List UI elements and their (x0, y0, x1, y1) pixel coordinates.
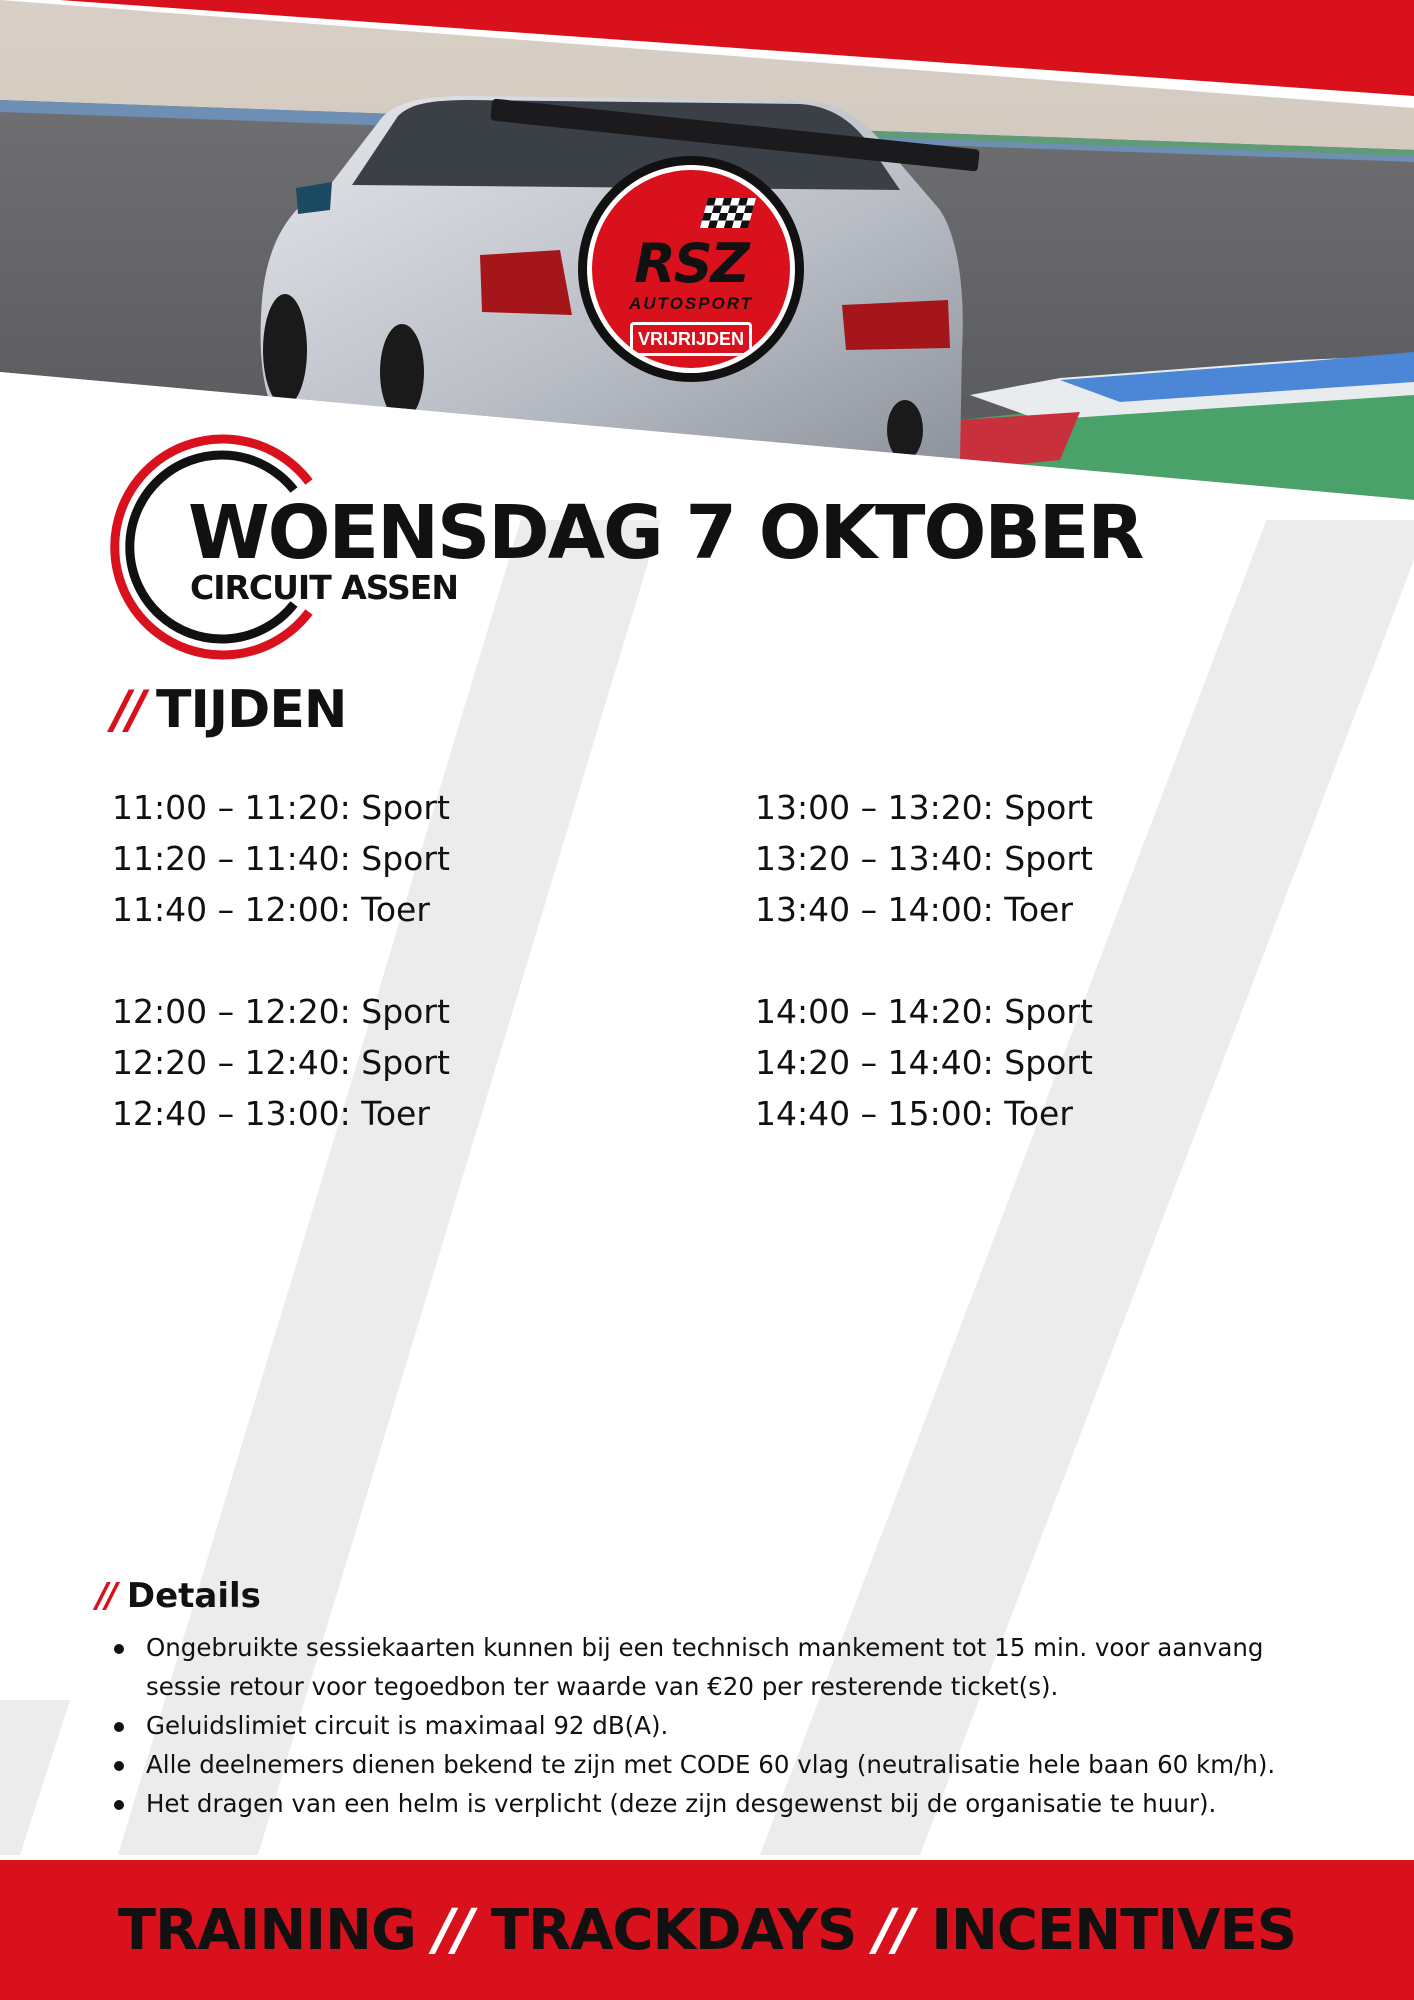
schedule-slot: 11:20 – 11:40: Sport (112, 839, 450, 878)
schedule-slot: 11:00 – 11:20: Sport (112, 788, 450, 827)
schedule-slot: 13:20 – 13:40: Sport (755, 839, 1093, 878)
footer-separator: // (874, 1897, 914, 1963)
details-item: Geluidslimiet circuit is maximaal 92 dB(A). (112, 1706, 1342, 1745)
footer-item-incentives: INCENTIVES (931, 1897, 1297, 1963)
rsz-autosport-logo (578, 156, 804, 382)
schedule-slot: 12:00 – 12:20: Sport (112, 992, 450, 1031)
footer-tagline (118, 1898, 1296, 1963)
schedule-slot: 11:40 – 12:00: Toer (112, 890, 430, 929)
schedule-slot: 12:20 – 12:40: Sport (112, 1043, 450, 1082)
schedule-column-right (755, 782, 1093, 1190)
schedule-group (112, 782, 450, 935)
footer-item-trackdays: TRACKDAYS (490, 1897, 857, 1963)
footer-separator: // (433, 1897, 473, 1963)
details-list (112, 1628, 1342, 1823)
schedule-column-left (112, 782, 450, 1190)
details-item: Het dragen van een helm is verplicht (deze zijn desgewenst bij de organisatie te huur). (112, 1784, 1342, 1823)
schedule-slot: 12:40 – 13:00: Toer (112, 1094, 430, 1133)
schedule-slot: 14:40 – 15:00: Toer (755, 1094, 1073, 1133)
schedule-slot: 13:00 – 13:20: Sport (755, 788, 1093, 827)
event-venue: CIRCUIT ASSEN (190, 568, 458, 607)
heading-slashes: // (112, 680, 142, 740)
heading-slashes: // (96, 1576, 115, 1616)
logo-subtitle: AUTOSPORT (628, 294, 754, 313)
schedule-slot: 14:20 – 14:40: Sport (755, 1043, 1093, 1082)
footer-item-training: TRAINING (117, 1897, 416, 1963)
schedule-slot: 13:40 – 14:00: Toer (755, 890, 1073, 929)
details-heading (96, 1576, 261, 1616)
details-heading-text: Details (126, 1576, 261, 1616)
schedule-group (755, 782, 1093, 935)
logo-wordmark: RSZ (634, 232, 748, 295)
details-item: Ongebruikte sessiekaarten kunnen bij een technisch mankement tot 15 min. voor aanvang sessie retour voor tegoedbon ter waarde van €20 per resterende ticket(s). (112, 1628, 1342, 1706)
footer-banner (0, 1860, 1414, 2000)
checkered-flag-icon (700, 198, 756, 232)
event-date-title: WOENSDAG 7 OKTOBER (188, 490, 1143, 576)
details-item: Alle deelnemers dienen bekend te zijn met CODE 60 vlag (neutralisatie hele baan 60 km/h). (112, 1745, 1342, 1784)
schedule-heading-text: TIJDEN (155, 680, 347, 740)
logo-ribbon: VRIJRIJDEN (630, 322, 752, 356)
schedule-slot: 14:00 – 14:20: Sport (755, 992, 1093, 1031)
schedule-group (112, 986, 450, 1139)
schedule-group (755, 986, 1093, 1139)
schedule-heading (112, 680, 346, 740)
